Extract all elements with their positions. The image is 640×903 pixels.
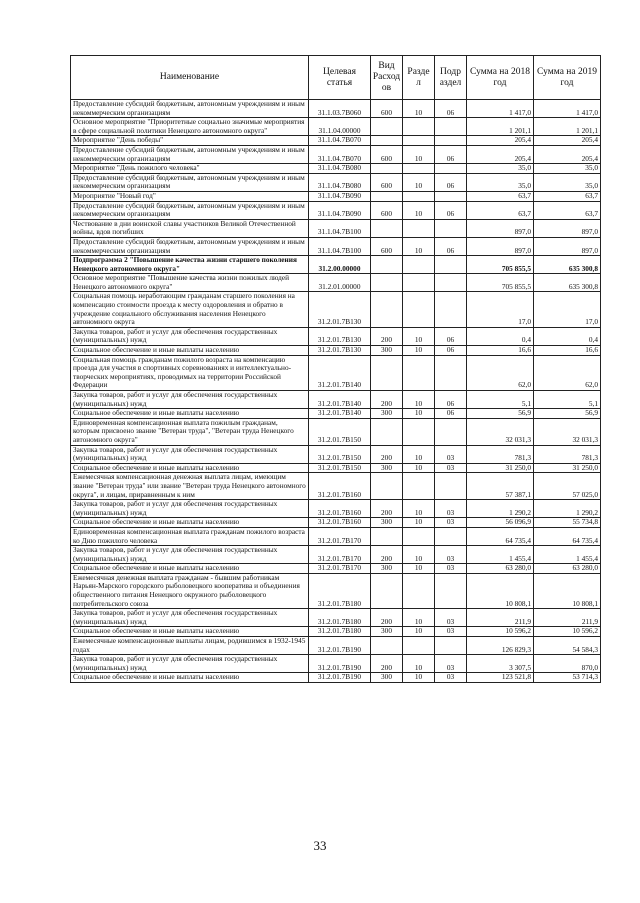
- table-row: [71, 164, 601, 174]
- row-subsection: [435, 418, 467, 445]
- row-sum-2018: 31 250,0: [467, 463, 534, 473]
- row-target-code: 31.1.03.7В060: [309, 100, 371, 118]
- table-row: [71, 191, 601, 201]
- row-name: Закупка товаров, работ и услуг для обеспечения государственных (муниципальных) нужд: [71, 327, 309, 345]
- row-subsection: 03: [435, 627, 467, 637]
- row-expense-type: [371, 355, 403, 390]
- row-sum-2018: 17,0: [467, 292, 534, 327]
- table-row: [71, 500, 601, 518]
- row-sum-2019: 16,6: [534, 346, 601, 356]
- row-name: Мероприятие "Новый год": [71, 191, 309, 201]
- row-name: Единовременная компенсационная выплата гражданам пожилого возраста ко Дню пожилого человека: [71, 527, 309, 545]
- row-name: Социальное обеспечение и иные выплаты населению: [71, 627, 309, 637]
- row-expense-type: [371, 274, 403, 292]
- row-sum-2018: 57 387,1: [467, 473, 534, 500]
- row-sum-2018: 35,0: [467, 173, 534, 191]
- row-sum-2018: 1 455,4: [467, 546, 534, 564]
- row-sum-2019: 10 596,2: [534, 627, 601, 637]
- row-name: Ежемесячная денежная выплата гражданам - бывшим работникам Нарьян-Марского городского рыболовецкого кооператива и объединения общественного питания Ненецкого окружного рыболовецкого потребительского союза: [71, 573, 309, 608]
- row-target-code: 31.2.01.7В140: [309, 391, 371, 409]
- row-section: 10: [403, 145, 435, 163]
- row-expense-type: [371, 292, 403, 327]
- row-sum-2018: 3 307,5: [467, 655, 534, 673]
- row-section: [403, 191, 435, 201]
- table-row: [71, 346, 601, 356]
- row-name: Предоставление субсидий бюджетным, автономным учреждениям и иным некоммерческим организациям: [71, 201, 309, 219]
- row-subsection: [435, 164, 467, 174]
- row-sum-2018: 897,0: [467, 237, 534, 255]
- row-sum-2019: 211,9: [534, 609, 601, 627]
- row-section: 10: [403, 327, 435, 345]
- row-sum-2018: 56 096,9: [467, 518, 534, 528]
- row-sum-2018: 56,9: [467, 409, 534, 419]
- table-row: [71, 445, 601, 463]
- row-expense-type: 300: [371, 518, 403, 528]
- row-subsection: 03: [435, 445, 467, 463]
- row-target-code: 31.2.01.7В180: [309, 573, 371, 608]
- row-section: [403, 274, 435, 292]
- row-sum-2018: 64 735,4: [467, 527, 534, 545]
- row-subsection: [435, 637, 467, 655]
- row-target-code: 31.2.01.7В180: [309, 609, 371, 627]
- row-sum-2019: 31 250,0: [534, 463, 601, 473]
- row-name: Ежемесячная компенсационная денежная выплата лицам, имеющим звание "Ветеран труда" или звание "Ветеран труда Ненецкого автономного округа", и лицам, приравненным к ним: [71, 473, 309, 500]
- row-section: 10: [403, 173, 435, 191]
- row-sum-2018: 1 201,1: [467, 118, 534, 136]
- row-subsection: [435, 355, 467, 390]
- row-subsection: [435, 136, 467, 146]
- row-target-code: 31.1.04.7В080: [309, 164, 371, 174]
- row-section: [403, 418, 435, 445]
- row-target-code: 31.2.00.00000: [309, 256, 371, 274]
- row-expense-type: 300: [371, 627, 403, 637]
- row-section: [403, 256, 435, 274]
- row-name: Закупка товаров, работ и услуг для обеспечения государственных (муниципальных) нужд: [71, 546, 309, 564]
- row-target-code: 31.1.04.7В100: [309, 237, 371, 255]
- row-sum-2019: 635 300,8: [534, 256, 601, 274]
- row-section: [403, 637, 435, 655]
- row-name: Основное мероприятие "Повышение качества жизни пожилых людей Ненецкого автономного округа": [71, 274, 309, 292]
- row-sum-2018: 32 031,3: [467, 418, 534, 445]
- row-target-code: 31.1.04.7В070: [309, 136, 371, 146]
- row-sum-2019: 35,0: [534, 173, 601, 191]
- row-sum-2019: 635 300,8: [534, 274, 601, 292]
- row-sum-2019: 1 455,4: [534, 546, 601, 564]
- table-row: [71, 527, 601, 545]
- row-target-code: 31.2.01.7В130: [309, 292, 371, 327]
- row-name: Социальная помощь гражданам пожилого возраста на компенсацию проезда для участия в спортивных соревнованиях и интеллектуально-творческих мероприятиях, проводимых на территории Российской Федерации: [71, 355, 309, 390]
- row-subsection: 06: [435, 391, 467, 409]
- row-expense-type: 600: [371, 173, 403, 191]
- table-row: [71, 418, 601, 445]
- table-row: [71, 355, 601, 390]
- row-name: Ежемесячные компенсационные выплаты лицам, родившимся в 1932-1945 годах: [71, 637, 309, 655]
- row-sum-2018: 63,7: [467, 201, 534, 219]
- row-sum-2019: 56,9: [534, 409, 601, 419]
- row-subsection: 03: [435, 655, 467, 673]
- table-row: [71, 145, 601, 163]
- row-section: 10: [403, 201, 435, 219]
- row-expense-type: 200: [371, 609, 403, 627]
- row-expense-type: [371, 473, 403, 500]
- page-number: 33: [313, 838, 327, 853]
- row-expense-type: [371, 256, 403, 274]
- row-target-code: 31.2.01.7В150: [309, 463, 371, 473]
- row-sum-2019: 54 584,3: [534, 637, 601, 655]
- row-target-code: 31.1.04.7В090: [309, 201, 371, 219]
- table-row: [71, 118, 601, 136]
- row-name: Социальная помощь неработающим гражданам старшего поколения на компенсацию стоимости проезда к месту оздоровления и обратно в учреждение социального обслуживания населения Ненецкого автономного округа: [71, 292, 309, 327]
- row-subsection: 03: [435, 500, 467, 518]
- row-name: Предоставление субсидий бюджетным, автономным учреждениям и иным некоммерческим организациям: [71, 173, 309, 191]
- row-sum-2019: 55 734,8: [534, 518, 601, 528]
- row-subsection: [435, 292, 467, 327]
- row-section: [403, 164, 435, 174]
- row-sum-2019: 205,4: [534, 136, 601, 146]
- table-row: [71, 609, 601, 627]
- row-sum-2018: 123 521,8: [467, 673, 534, 683]
- row-sum-2018: 211,9: [467, 609, 534, 627]
- row-sum-2019: 17,0: [534, 292, 601, 327]
- row-name: Закупка товаров, работ и услуг для обеспечения государственных (муниципальных) нужд: [71, 609, 309, 627]
- row-expense-type: 300: [371, 409, 403, 419]
- row-target-code: 31.2.01.7В160: [309, 473, 371, 500]
- row-sum-2018: 1 290,2: [467, 500, 534, 518]
- row-subsection: 06: [435, 173, 467, 191]
- header-podrazdel: Подр аздел: [435, 56, 467, 100]
- row-sum-2019: 63 280,0: [534, 564, 601, 574]
- row-subsection: 03: [435, 518, 467, 528]
- row-expense-type: 200: [371, 655, 403, 673]
- row-subsection: [435, 274, 467, 292]
- row-name: Закупка товаров, работ и услуг для обеспечения государственных (муниципальных) нужд: [71, 391, 309, 409]
- row-section: [403, 473, 435, 500]
- row-subsection: 03: [435, 673, 467, 683]
- row-subsection: 06: [435, 327, 467, 345]
- row-sum-2019: 897,0: [534, 219, 601, 237]
- table-row: [71, 100, 601, 118]
- row-sum-2019: 57 025,0: [534, 473, 601, 500]
- row-expense-type: 200: [371, 391, 403, 409]
- row-sum-2019: 897,0: [534, 237, 601, 255]
- table-row: [71, 673, 601, 683]
- row-name: Предоставление субсидий бюджетным, автономным учреждениям и иным некоммерческим организациям: [71, 237, 309, 255]
- row-section: 10: [403, 627, 435, 637]
- row-section: [403, 219, 435, 237]
- row-sum-2019: 1 417,0: [534, 100, 601, 118]
- row-name: Закупка товаров, работ и услуг для обеспечения государственных (муниципальных) нужд: [71, 445, 309, 463]
- row-name: Социальное обеспечение и иные выплаты населению: [71, 346, 309, 356]
- table-row: [71, 256, 601, 274]
- header-sum-2019: Сумма на 2019 год: [534, 56, 601, 100]
- row-section: 10: [403, 409, 435, 419]
- row-sum-2018: 10 596,2: [467, 627, 534, 637]
- header-razdel: Разде л: [403, 56, 435, 100]
- row-subsection: 03: [435, 546, 467, 564]
- row-sum-2018: 63 280,0: [467, 564, 534, 574]
- row-subsection: [435, 473, 467, 500]
- row-target-code: 31.2.01.7В170: [309, 546, 371, 564]
- row-subsection: 06: [435, 409, 467, 419]
- row-expense-type: 300: [371, 673, 403, 683]
- row-name: Единовременная компенсационная выплата пожилым гражданам, которым присвоено звание "Ветеран труда", "Ветеран труда Ненецкого автономного округа": [71, 418, 309, 445]
- table-row: [71, 655, 601, 673]
- row-sum-2018: 0,4: [467, 327, 534, 345]
- row-subsection: 06: [435, 100, 467, 118]
- row-name: Социальное обеспечение и иные выплаты населению: [71, 409, 309, 419]
- row-name: Предоставление субсидий бюджетным, автономным учреждениям и иным некоммерческим организациям: [71, 145, 309, 163]
- row-sum-2018: 63,7: [467, 191, 534, 201]
- row-expense-type: 300: [371, 346, 403, 356]
- row-target-code: 31.1.04.7В100: [309, 219, 371, 237]
- table-row: [71, 292, 601, 327]
- row-name: Социальное обеспечение и иные выплаты населению: [71, 463, 309, 473]
- row-name: Закупка товаров, работ и услуг для обеспечения государственных (муниципальных) нужд: [71, 500, 309, 518]
- row-target-code: 31.2.01.7В190: [309, 655, 371, 673]
- row-section: [403, 136, 435, 146]
- row-subsection: 03: [435, 564, 467, 574]
- row-section: 10: [403, 546, 435, 564]
- table-row: [71, 473, 601, 500]
- row-sum-2019: 1 201,1: [534, 118, 601, 136]
- table-row: [71, 573, 601, 608]
- table-row: [71, 219, 601, 237]
- row-target-code: 31.2.01.7В150: [309, 445, 371, 463]
- table-row: [71, 564, 601, 574]
- row-target-code: 31.1.04.7В070: [309, 145, 371, 163]
- row-name: Социальное обеспечение и иные выплаты населению: [71, 564, 309, 574]
- row-subsection: [435, 118, 467, 136]
- row-target-code: 31.2.01.7В160: [309, 518, 371, 528]
- row-name: Закупка товаров, работ и услуг для обеспечения государственных (муниципальных) нужд: [71, 655, 309, 673]
- row-sum-2019: 63,7: [534, 201, 601, 219]
- row-sum-2018: 781,3: [467, 445, 534, 463]
- row-section: 10: [403, 346, 435, 356]
- row-sum-2019: 10 808,1: [534, 573, 601, 608]
- row-subsection: [435, 219, 467, 237]
- row-subsection: [435, 527, 467, 545]
- row-name: Социальное обеспечение и иные выплаты населению: [71, 518, 309, 528]
- row-name: Социальное обеспечение и иные выплаты населению: [71, 673, 309, 683]
- row-sum-2019: 64 735,4: [534, 527, 601, 545]
- row-sum-2018: 5,1: [467, 391, 534, 409]
- row-subsection: 03: [435, 609, 467, 627]
- row-sum-2018: 62,0: [467, 355, 534, 390]
- row-subsection: 03: [435, 463, 467, 473]
- row-name: Мероприятие "День победы": [71, 136, 309, 146]
- row-target-code: 31.2.01.7В130: [309, 327, 371, 345]
- table-row: [71, 327, 601, 345]
- row-sum-2018: 35,0: [467, 164, 534, 174]
- row-subsection: 06: [435, 201, 467, 219]
- row-sum-2018: 205,4: [467, 136, 534, 146]
- table-row: [71, 518, 601, 528]
- row-section: 10: [403, 673, 435, 683]
- row-section: 10: [403, 564, 435, 574]
- row-target-code: 31.2.01.7В190: [309, 673, 371, 683]
- row-sum-2019: 32 031,3: [534, 418, 601, 445]
- row-sum-2019: 35,0: [534, 164, 601, 174]
- row-target-code: 31.2.01.7В150: [309, 418, 371, 445]
- row-section: 10: [403, 518, 435, 528]
- row-sum-2018: 16,6: [467, 346, 534, 356]
- budget-table: [70, 55, 601, 683]
- row-sum-2019: 5,1: [534, 391, 601, 409]
- row-expense-type: 600: [371, 237, 403, 255]
- row-expense-type: 200: [371, 546, 403, 564]
- row-sum-2019: 0,4: [534, 327, 601, 345]
- row-expense-type: [371, 136, 403, 146]
- row-target-code: 31.2.01.7В170: [309, 564, 371, 574]
- row-subsection: [435, 573, 467, 608]
- row-sum-2018: 705 855,5: [467, 256, 534, 274]
- row-expense-type: 200: [371, 327, 403, 345]
- row-sum-2019: 53 714,3: [534, 673, 601, 683]
- table-row: [71, 637, 601, 655]
- row-sum-2018: 10 808,1: [467, 573, 534, 608]
- row-sum-2019: 63,7: [534, 191, 601, 201]
- row-section: [403, 292, 435, 327]
- row-expense-type: [371, 637, 403, 655]
- table-row: [71, 274, 601, 292]
- table-row: [71, 201, 601, 219]
- row-section: 10: [403, 237, 435, 255]
- row-section: 10: [403, 445, 435, 463]
- row-expense-type: [371, 164, 403, 174]
- row-name: Чествование в дни воинской славы участников Великой Отечественной войны, вдов погибших: [71, 219, 309, 237]
- table-row: [71, 237, 601, 255]
- row-sum-2018: 1 417,0: [467, 100, 534, 118]
- row-name: Предоставление субсидий бюджетным, автономным учреждениям и иным некоммерческим организациям: [71, 100, 309, 118]
- row-section: 10: [403, 500, 435, 518]
- row-section: 10: [403, 100, 435, 118]
- row-expense-type: 300: [371, 463, 403, 473]
- row-name: Мероприятие "День пожилого человека": [71, 164, 309, 174]
- row-expense-type: [371, 219, 403, 237]
- row-sum-2018: 705 855,5: [467, 274, 534, 292]
- row-expense-type: 300: [371, 564, 403, 574]
- row-target-code: 31.2.01.7В130: [309, 346, 371, 356]
- table-row: [71, 391, 601, 409]
- header-vid: Вид Расход ов: [371, 56, 403, 100]
- row-section: [403, 527, 435, 545]
- row-expense-type: [371, 418, 403, 445]
- row-expense-type: 200: [371, 500, 403, 518]
- row-section: [403, 573, 435, 608]
- row-subsection: 06: [435, 145, 467, 163]
- row-target-code: 31.1.04.7В080: [309, 173, 371, 191]
- row-section: [403, 118, 435, 136]
- row-section: 10: [403, 655, 435, 673]
- row-target-code: 31.2.01.7В140: [309, 409, 371, 419]
- row-sum-2019: 62,0: [534, 355, 601, 390]
- row-expense-type: 200: [371, 445, 403, 463]
- table-row: [71, 173, 601, 191]
- row-expense-type: [371, 191, 403, 201]
- row-sum-2019: 870,0: [534, 655, 601, 673]
- header-sum-2018: Сумма на 2018 год: [467, 56, 534, 100]
- table-body: [71, 100, 601, 683]
- row-target-code: 31.2.01.00000: [309, 274, 371, 292]
- row-expense-type: [371, 527, 403, 545]
- row-section: 10: [403, 609, 435, 627]
- row-target-code: 31.1.04.00000: [309, 118, 371, 136]
- row-target-code: 31.2.01.7В180: [309, 627, 371, 637]
- table-header-row: [71, 56, 601, 100]
- row-expense-type: 600: [371, 201, 403, 219]
- row-subsection: [435, 191, 467, 201]
- row-name: Основное мероприятие "Приоритетные социально значимые мероприятия в сфере социальной политики Ненецкого автономного округа": [71, 118, 309, 136]
- row-expense-type: 600: [371, 100, 403, 118]
- row-subsection: 06: [435, 346, 467, 356]
- table-row: [71, 546, 601, 564]
- row-section: [403, 355, 435, 390]
- row-sum-2018: 126 829,3: [467, 637, 534, 655]
- row-section: 10: [403, 463, 435, 473]
- header-target: Целевая статья: [309, 56, 371, 100]
- row-target-code: 31.2.01.7В170: [309, 527, 371, 545]
- row-sum-2018: 205,4: [467, 145, 534, 163]
- row-target-code: 31.2.01.7В140: [309, 355, 371, 390]
- row-expense-type: [371, 573, 403, 608]
- row-target-code: 31.2.01.7В190: [309, 637, 371, 655]
- row-expense-type: [371, 118, 403, 136]
- row-target-code: 31.1.04.7В090: [309, 191, 371, 201]
- row-subsection: [435, 256, 467, 274]
- row-section: 10: [403, 391, 435, 409]
- row-sum-2019: 205,4: [534, 145, 601, 163]
- header-name: Наименование: [71, 56, 309, 100]
- row-subsection: 06: [435, 237, 467, 255]
- row-sum-2019: 1 290,2: [534, 500, 601, 518]
- row-target-code: 31.2.01.7В160: [309, 500, 371, 518]
- row-expense-type: 600: [371, 145, 403, 163]
- row-sum-2019: 781,3: [534, 445, 601, 463]
- row-sum-2018: 897,0: [467, 219, 534, 237]
- table-row: [71, 409, 601, 419]
- row-name: Подпрограмма 2 "Повышение качества жизни старшего поколения Ненецкого автономного округа": [71, 256, 309, 274]
